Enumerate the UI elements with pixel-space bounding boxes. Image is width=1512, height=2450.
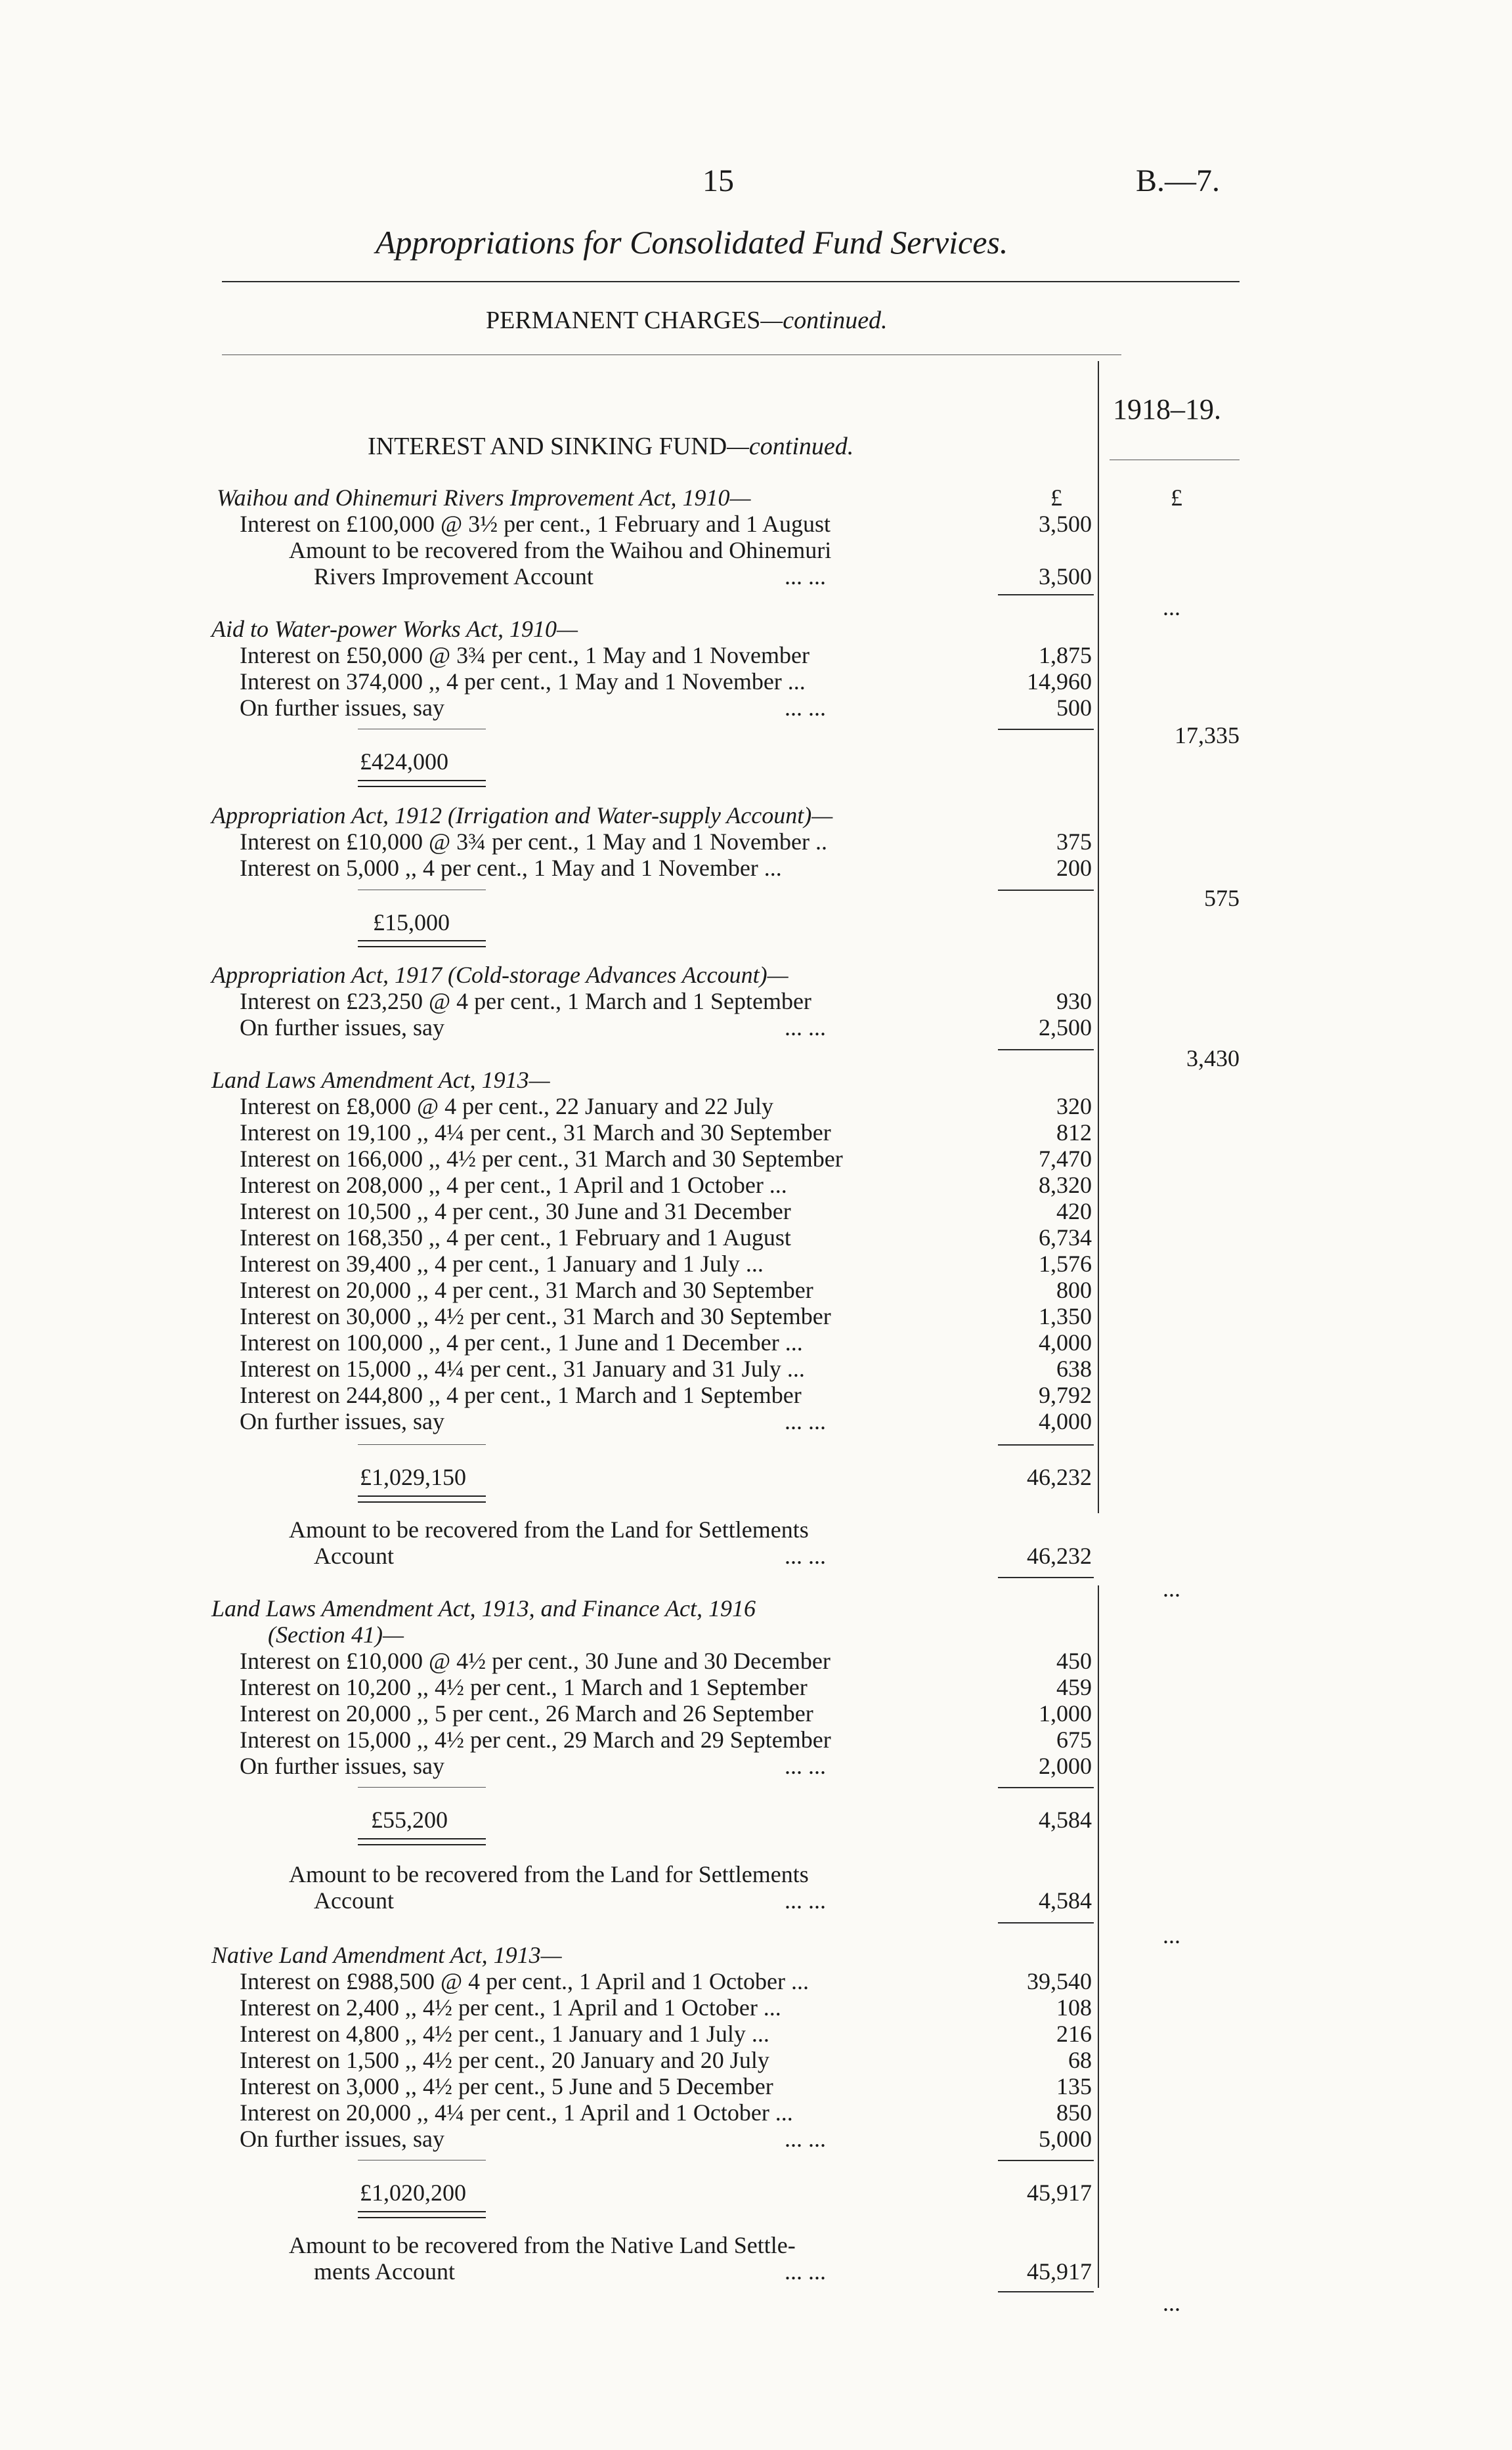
native-amount-7: 5,000	[1039, 2126, 1092, 2152]
landlaws-rule	[998, 1577, 1094, 1578]
subheading-continued: —continued.	[760, 307, 888, 334]
native-recover-dots: ... ...	[785, 2258, 826, 2285]
landfin-principal-double-rule	[358, 1838, 486, 1845]
landlaws-amount-7: 1,576	[1039, 1251, 1092, 1277]
landfin-amount-3: 1,000	[1039, 1700, 1092, 1727]
landfin-line-2: Interest on 10,200 ,, 4½ per cent., 1 March and 1 September	[240, 1674, 808, 1700]
water-total: 17,335	[1175, 722, 1240, 748]
column-divider-lower	[1098, 1585, 1099, 2288]
water-line-1: Interest on £50,000 @ 3¾ per cent., 1 May and 1 November	[240, 642, 810, 668]
water-rule	[998, 729, 1094, 730]
landfin-principal: £55,200	[371, 1807, 448, 1833]
approp1912-heading: Appropriation Act, 1912 (Irrigation and Water-supply Account)—	[211, 802, 833, 828]
landfin-subtotal-rule	[998, 1787, 1094, 1788]
waihou-recover-line-1: Amount to be recovered from the Waihou and Ohinemuri	[289, 537, 832, 563]
landfin-amount-2: 459	[1056, 1674, 1092, 1700]
native-line-7: On further issues, say	[240, 2126, 444, 2152]
landlaws-amount-5: 420	[1056, 1198, 1092, 1224]
landfin-line-5: On further issues, say	[240, 1753, 444, 1779]
landlaws-amount-13: 4,000	[1039, 1408, 1092, 1434]
landlaws-recover-dots: ... ...	[785, 1543, 826, 1569]
year-column-heading: 1918–19.	[1113, 393, 1221, 425]
approp1912-amount-1: 375	[1056, 828, 1092, 855]
landlaws-amount-1: 320	[1056, 1093, 1092, 1119]
landfin-rule	[998, 1922, 1094, 1923]
approp1912-rule	[998, 890, 1094, 891]
landlaws-heading: Land Laws Amendment Act, 1913—	[211, 1067, 550, 1093]
currency-symbol-column-one: £	[1050, 484, 1062, 511]
native-line-6: Interest on 20,000 ,, 4¼ per cent., 1 April and 1 October ...	[240, 2099, 793, 2126]
native-line-1: Interest on £988,500 @ 4 per cent., 1 April and 1 October ...	[240, 1968, 809, 1994]
landlaws-line-7: Interest on 39,400 ,, 4 per cent., 1 January and 1 July ...	[240, 1251, 764, 1277]
landfin-recover-line-1: Amount to be recovered from the Land for Settlements	[289, 1861, 809, 1887]
landlaws-recover-line-2: Account	[314, 1543, 394, 1569]
landlaws-line-5: Interest on 10,500 ,, 4 per cent., 30 June and 31 December	[240, 1198, 791, 1224]
approp1917-line-1: Interest on £23,250 @ 4 per cent., 1 March and 1 September	[240, 988, 811, 1014]
landlaws-line-4: Interest on 208,000 ,, 4 per cent., 1 April and 1 October ...	[240, 1172, 787, 1198]
waihou-line: Interest on £100,000 @ 3½ per cent., 1 February and 1 August	[240, 511, 831, 537]
landlaws-amount-4: 8,320	[1039, 1172, 1092, 1198]
landlaws-subtotal-rule	[998, 1444, 1094, 1446]
landlaws-line-13: On further issues, say	[240, 1408, 444, 1434]
landlaws-line-3: Interest on 166,000 ,, 4½ per cent., 31 March and 30 September	[240, 1146, 843, 1172]
landlaws-principal-double-rule	[358, 1495, 486, 1503]
landlaws-amount-11: 638	[1056, 1356, 1092, 1382]
section-heading	[368, 433, 853, 460]
water-line-2: Interest on 374,000 ,, 4 per cent., 1 May and 1 November ...	[240, 668, 806, 695]
water-amount-3: 500	[1056, 695, 1092, 721]
water-principal-double-rule	[358, 780, 486, 787]
approp1912-principal-double-rule	[358, 940, 486, 947]
landlaws-amount-10: 4,000	[1039, 1329, 1092, 1356]
landlaws-recover-line-1: Amount to be recovered from the Land for Settlements	[289, 1516, 809, 1543]
landfin-heading-2: (Section 41)—	[268, 1622, 404, 1648]
native-line-4: Interest on 1,500 ,, 4½ per cent., 20 January and 20 July	[240, 2047, 769, 2073]
landfin-total: ...	[1163, 1922, 1180, 1948]
waihou-rule	[998, 594, 1094, 595]
water-heading: Aid to Water-power Works Act, 1910—	[211, 616, 578, 642]
currency-symbol-column-two: £	[1171, 484, 1182, 511]
approp1912-amount-2: 200	[1056, 855, 1092, 881]
title-rule	[222, 281, 1240, 282]
landlaws-amount-12: 9,792	[1039, 1382, 1092, 1408]
native-dots: ... ...	[785, 2126, 826, 2152]
water-amount-1: 1,875	[1039, 642, 1092, 668]
native-principal-double-rule	[358, 2211, 486, 2218]
water-line-3: On further issues, say	[240, 695, 444, 721]
native-line-3: Interest on 4,800 ,, 4½ per cent., 1 January and 1 July ...	[240, 2021, 769, 2047]
landlaws-principal: £1,029,150	[360, 1464, 466, 1490]
landlaws-amount-3: 7,470	[1039, 1146, 1092, 1172]
landlaws-total: ...	[1163, 1576, 1180, 1602]
landlaws-line-12: Interest on 244,800 ,, 4 per cent., 1 March and 1 September	[240, 1382, 802, 1408]
landfin-line-4: Interest on 15,000 ,, 4½ per cent., 29 March and 29 September	[240, 1727, 831, 1753]
landlaws-line-6: Interest on 168,350 ,, 4 per cent., 1 February and 1 August	[240, 1224, 791, 1251]
landlaws-amount-2: 812	[1056, 1119, 1092, 1146]
landlaws-recover-amount: 46,232	[1027, 1543, 1092, 1569]
native-principal: £1,020,200	[360, 2180, 466, 2206]
landfin-recover-amount: 4,584	[1039, 1887, 1092, 1914]
native-line-5: Interest on 3,000 ,, 4½ per cent., 5 June and 5 December	[240, 2073, 773, 2099]
native-amount-6: 850	[1056, 2099, 1092, 2126]
landfin-subtotal: 4,584	[1039, 1807, 1092, 1833]
landlaws-line-8: Interest on 20,000 ,, 4 per cent., 31 March and 30 September	[240, 1277, 813, 1303]
landfin-recover-dots: ... ...	[785, 1887, 826, 1914]
approp1912-line-1: Interest on £10,000 @ 3¾ per cent., 1 May and 1 November ..	[240, 828, 827, 855]
waihou-amount: 3,500	[1039, 511, 1092, 537]
landfin-line-3: Interest on 20,000 ,, 5 per cent., 26 March and 26 September	[240, 1700, 813, 1727]
landfin-dots: ... ...	[785, 1753, 826, 1779]
column-divider-upper	[1098, 361, 1099, 1513]
landlaws-line-2: Interest on 19,100 ,, 4¼ per cent., 31 March and 30 September	[240, 1119, 831, 1146]
landfin-principal-rule	[358, 1787, 486, 1788]
waihou-recover-amount: 3,500	[1039, 563, 1092, 590]
approp1917-amount-2: 2,500	[1039, 1014, 1092, 1041]
subheading-main: PERMANENT CHARGES	[486, 307, 761, 334]
water-dots: ... ...	[785, 695, 826, 721]
approp1917-heading: Appropriation Act, 1917 (Cold-storage Advances Account)—	[211, 962, 788, 988]
approp1917-dots: ... ...	[785, 1014, 826, 1041]
landlaws-subtotal: 46,232	[1027, 1464, 1092, 1490]
native-amount-1: 39,540	[1027, 1968, 1092, 1994]
approp1912-principal: £15,000	[373, 909, 450, 935]
native-subtotal: 45,917	[1027, 2180, 1092, 2206]
section-heading-main: INTEREST AND SINKING FUND	[368, 433, 727, 460]
landfin-heading-1: Land Laws Amendment Act, 1913, and Finance Act, 1916	[211, 1595, 756, 1622]
native-amount-5: 135	[1056, 2073, 1092, 2099]
approp1912-line-2: Interest on 5,000 ,, 4 per cent., 1 May and 1 November ...	[240, 855, 782, 881]
page-number: 15	[702, 163, 734, 198]
approp1917-line-2: On further issues, say	[240, 1014, 444, 1041]
native-amount-3: 216	[1056, 2021, 1092, 2047]
landfin-recover-line-2: Account	[314, 1887, 394, 1914]
landlaws-line-9: Interest on 30,000 ,, 4½ per cent., 31 March and 30 September	[240, 1303, 831, 1329]
subheading	[486, 307, 888, 333]
native-recover-line-2: ments Account	[314, 2258, 455, 2285]
landlaws-amount-8: 800	[1056, 1277, 1092, 1303]
water-principal: £424,000	[360, 748, 448, 775]
landfin-amount-1: 450	[1056, 1648, 1092, 1674]
document-reference: B.—7.	[1136, 163, 1220, 198]
waihou-recover-dots: ... ...	[785, 563, 826, 590]
native-rule	[998, 2291, 1094, 2292]
native-total: ...	[1163, 2290, 1180, 2316]
native-recover-amount: 45,917	[1027, 2258, 1092, 2285]
native-subtotal-rule	[998, 2160, 1094, 2161]
page-title: Appropriations for Consolidated Fund Services.	[376, 224, 1008, 261]
approp1917-amount-1: 930	[1056, 988, 1092, 1014]
landlaws-line-11: Interest on 15,000 ,, 4¼ per cent., 31 January and 31 July ...	[240, 1356, 805, 1382]
landlaws-line-1: Interest on £8,000 @ 4 per cent., 22 January and 22 July	[240, 1093, 773, 1119]
landfin-line-1: Interest on £10,000 @ 4½ per cent., 30 June and 30 December	[240, 1648, 831, 1674]
approp1917-rule	[998, 1049, 1094, 1050]
approp1912-total: 575	[1204, 885, 1240, 911]
native-amount-4: 68	[1068, 2047, 1092, 2073]
native-recover-line-1: Amount to be recovered from the Native Land Settle-	[289, 2232, 796, 2258]
landfin-amount-4: 675	[1056, 1727, 1092, 1753]
landlaws-dots: ... ...	[785, 1408, 826, 1434]
waihou-heading: Waihou and Ohinemuri Rivers Improvement Act, 1910—	[217, 484, 751, 511]
waihou-recover-line-2: Rivers Improvement Account	[314, 563, 594, 590]
waihou-total: ...	[1163, 594, 1180, 620]
native-line-2: Interest on 2,400 ,, 4½ per cent., 1 April and 1 October ...	[240, 1994, 781, 2021]
approp1917-total: 3,430	[1186, 1045, 1240, 1071]
water-amount-2: 14,960	[1027, 668, 1092, 695]
native-heading: Native Land Amendment Act, 1913—	[211, 1942, 562, 1968]
native-amount-2: 108	[1056, 1994, 1092, 2021]
section-heading-continued: —continued.	[727, 433, 854, 460]
landlaws-amount-9: 1,350	[1039, 1303, 1092, 1329]
landlaws-amount-6: 6,734	[1039, 1224, 1092, 1251]
landlaws-line-10: Interest on 100,000 ,, 4 per cent., 1 June and 1 December ...	[240, 1329, 803, 1356]
landfin-amount-5: 2,000	[1039, 1753, 1092, 1779]
landlaws-principal-rule	[358, 1444, 486, 1445]
